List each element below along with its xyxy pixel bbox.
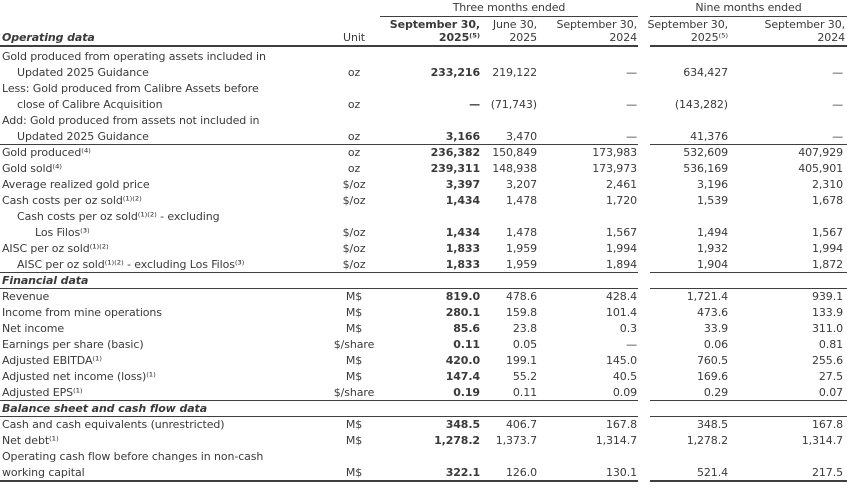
value-cell: 217.5 — [812, 465, 843, 479]
value-cell: 236,382 — [430, 145, 480, 159]
row-label: Cash and cash equivalents (unrestricted) — [2, 417, 225, 431]
value-cell: 0.29 — [703, 385, 728, 399]
value-cell: 405,901 — [798, 161, 843, 175]
table-rule-segment — [650, 480, 847, 482]
table-row — [0, 64, 847, 80]
table-row — [0, 160, 847, 176]
value-cell: 40.5 — [612, 369, 637, 383]
value-cell: 3,196 — [697, 177, 728, 191]
value-cell: 1,833 — [445, 241, 480, 255]
table-row — [0, 304, 847, 320]
group-header-nine-months: Nine months ended — [695, 1, 802, 14]
header-rule-right — [650, 45, 847, 47]
table-rule-segment — [650, 400, 847, 401]
row-unit: $/oz — [342, 177, 366, 191]
row-label: working capital — [2, 465, 85, 479]
value-cell: 1,994 — [812, 241, 843, 255]
value-cell: 1,278.2 — [434, 433, 480, 447]
value-cell: 1,720 — [606, 193, 637, 207]
row-unit: M$ — [345, 417, 363, 431]
value-cell: 3,207 — [506, 177, 537, 191]
col-header-3m-sep-2024-line1: September 30, — [556, 18, 637, 31]
table-row — [0, 48, 847, 64]
value-cell: 0.09 — [612, 385, 637, 399]
row-unit: $/oz — [342, 257, 366, 271]
row-label: AISC per oz sold⁽¹⁾⁽²⁾ - excluding Los Filos⁽³⁾ — [17, 257, 245, 271]
value-cell: 939.1 — [812, 289, 843, 303]
row-label: Updated 2025 Guidance — [17, 65, 149, 79]
value-cell: (71,743) — [490, 97, 537, 111]
row-label: Cash costs per oz sold⁽¹⁾⁽²⁾ — [2, 193, 142, 207]
value-cell: 819.0 — [445, 289, 480, 303]
value-cell: 173,983 — [592, 145, 637, 159]
value-cell: 521.4 — [697, 465, 728, 479]
value-cell: 0.06 — [703, 337, 728, 351]
value-cell: — — [832, 97, 843, 111]
table-row — [0, 192, 847, 208]
row-label: Gold produced from operating assets included in — [2, 49, 266, 63]
table-row — [0, 144, 847, 160]
col-header-9m-sep-2024-line1: September 30, — [764, 18, 845, 31]
value-cell: 280.1 — [445, 305, 480, 319]
value-cell: 1,478 — [506, 225, 537, 239]
row-label: Gold produced⁽⁴⁾ — [2, 145, 91, 159]
row-unit: oz — [347, 65, 361, 79]
row-label: Revenue — [2, 289, 50, 303]
table-row — [0, 432, 847, 448]
table-row — [0, 176, 847, 192]
row-unit: oz — [347, 161, 361, 175]
row-unit: M$ — [345, 433, 363, 447]
row-label: Net debt⁽¹⁾ — [2, 433, 59, 447]
value-cell: 1,314.7 — [595, 433, 637, 447]
table-row — [0, 96, 847, 112]
value-cell: 0.05 — [512, 337, 537, 351]
value-cell: 147.4 — [445, 369, 480, 383]
value-cell: 1,959 — [506, 257, 537, 271]
table-row — [0, 352, 847, 368]
value-cell: 1,959 — [506, 241, 537, 255]
section-row — [0, 400, 847, 416]
value-cell: 311.0 — [812, 321, 843, 335]
value-cell: 1,894 — [606, 257, 637, 271]
table-rule-segment — [650, 272, 847, 273]
value-cell: 27.5 — [818, 369, 843, 383]
value-cell: 1,539 — [697, 193, 728, 207]
col-header-3m-sep-2025-line2: 2025⁽⁵⁾ — [438, 31, 480, 44]
row-label: Cash costs per oz sold⁽¹⁾⁽²⁾ - excluding — [17, 209, 220, 223]
row-label: AISC per oz sold⁽¹⁾⁽²⁾ — [2, 241, 109, 255]
table-row — [0, 208, 847, 224]
value-cell: 1,932 — [697, 241, 728, 255]
col-header-3m-jun-2025-line2: 2025 — [509, 31, 537, 44]
value-cell: 1,478 — [506, 193, 537, 207]
section-header-label: Balance sheet and cash flow data — [2, 401, 208, 415]
row-unit: oz — [347, 97, 361, 111]
value-cell: 406.7 — [506, 417, 537, 431]
col-header-3m-sep-2024-line2: 2024 — [609, 31, 637, 44]
row-label: Adjusted net income (loss)⁽¹⁾ — [2, 369, 156, 383]
group-underline-left — [380, 16, 638, 17]
table-body — [0, 48, 847, 480]
row-label: Earnings per share (basic) — [2, 337, 144, 351]
table-row — [0, 416, 847, 432]
value-cell: 348.5 — [697, 417, 728, 431]
value-cell: 2,461 — [606, 177, 637, 191]
value-cell: 2,310 — [812, 177, 843, 191]
row-unit: $/oz — [342, 225, 366, 239]
value-cell: 348.5 — [445, 417, 480, 431]
value-cell: 0.11 — [453, 337, 480, 351]
table-row — [0, 464, 847, 480]
value-cell: 478.6 — [506, 289, 537, 303]
row-unit: M$ — [345, 289, 363, 303]
value-cell: 133.9 — [812, 305, 843, 319]
value-cell: 159.8 — [506, 305, 537, 319]
value-cell: 145.0 — [606, 353, 637, 367]
value-cell: 1,567 — [606, 225, 637, 239]
row-unit: M$ — [345, 465, 363, 479]
row-unit: $/oz — [342, 193, 366, 207]
row-unit: M$ — [345, 353, 363, 367]
value-cell: 3,397 — [445, 177, 480, 191]
table-row — [0, 368, 847, 384]
row-unit: oz — [347, 145, 361, 159]
value-cell: 1,278.2 — [686, 433, 728, 447]
value-cell: 428.4 — [606, 289, 637, 303]
table-row — [0, 80, 847, 96]
row-label: Adjusted EBITDA⁽¹⁾ — [2, 353, 102, 367]
table-row — [0, 384, 847, 400]
row-unit: $/oz — [342, 241, 366, 255]
row-unit: M$ — [345, 305, 363, 319]
value-cell: 169.6 — [697, 369, 728, 383]
row-unit: $/share — [333, 337, 375, 351]
row-label: Adjusted EPS⁽¹⁾ — [2, 385, 83, 399]
value-cell: 536,169 — [683, 161, 728, 175]
value-cell: 3,470 — [506, 129, 537, 143]
col-header-3m-sep-2025-line1: September 30, — [389, 18, 480, 31]
value-cell: — — [626, 97, 637, 111]
table-row — [0, 320, 847, 336]
value-cell: 173,973 — [592, 161, 637, 175]
value-cell: — — [832, 129, 843, 143]
col-header-3m-jun-2025-line1: June 30, — [492, 18, 537, 31]
value-cell: 85.6 — [453, 321, 480, 335]
value-cell: 1,567 — [812, 225, 843, 239]
row-label: Updated 2025 Guidance — [17, 129, 149, 143]
value-cell: 0.3 — [619, 321, 637, 335]
value-cell: 23.8 — [512, 321, 537, 335]
section-header-label: Financial data — [2, 273, 89, 287]
value-cell: 150,849 — [492, 145, 537, 159]
col-header-9m-sep-2025-line1: September 30, — [647, 18, 728, 31]
value-cell: — — [626, 129, 637, 143]
table-header — [0, 0, 847, 48]
row-label: Gold sold⁽⁴⁾ — [2, 161, 62, 175]
table-row — [0, 240, 847, 256]
table-row — [0, 128, 847, 144]
value-cell: 239,311 — [430, 161, 480, 175]
row-unit: M$ — [345, 369, 363, 383]
value-cell: 420.0 — [445, 353, 480, 367]
group-underline-right — [650, 16, 847, 17]
row-label: Average realized gold price — [2, 177, 150, 191]
section-header-operating-data: Operating data — [2, 31, 95, 44]
table-row — [0, 224, 847, 240]
row-unit: oz — [347, 129, 361, 143]
row-label: Net income — [2, 321, 65, 335]
value-cell: 219,122 — [492, 65, 537, 79]
value-cell: 634,427 — [683, 65, 728, 79]
value-cell: 1,373.7 — [495, 433, 537, 447]
value-cell: 126.0 — [506, 465, 537, 479]
value-cell: 473.6 — [697, 305, 728, 319]
value-cell: 233,216 — [430, 65, 480, 79]
value-cell: 532,609 — [683, 145, 728, 159]
row-label: Income from mine operations — [2, 305, 162, 319]
row-label: Add: Gold produced from assets not included in — [2, 113, 260, 127]
row-label: Los Filos⁽³⁾ — [35, 225, 90, 239]
row-label: Less: Gold produced from Calibre Assets before — [2, 81, 259, 95]
table-rule-segment — [0, 480, 638, 482]
value-cell: 0.11 — [512, 385, 537, 399]
value-cell: 760.5 — [697, 353, 728, 367]
value-cell: (143,282) — [674, 97, 728, 111]
value-cell: 3,166 — [445, 129, 480, 143]
value-cell: 167.8 — [606, 417, 637, 431]
row-label: Operating cash flow before changes in non-cash — [2, 449, 264, 463]
value-cell: 1,872 — [812, 257, 843, 271]
value-cell: 1,721.4 — [686, 289, 728, 303]
value-cell: 148,938 — [492, 161, 537, 175]
value-cell: 1,678 — [812, 193, 843, 207]
value-cell: 167.8 — [812, 417, 843, 431]
value-cell: 33.9 — [703, 321, 728, 335]
col-header-9m-sep-2024-line2: 2024 — [817, 31, 845, 44]
value-cell: — — [469, 97, 480, 111]
value-cell: 130.1 — [606, 465, 637, 479]
value-cell: 407,929 — [798, 145, 843, 159]
value-cell: 0.81 — [818, 337, 843, 351]
value-cell: 1,494 — [697, 225, 728, 239]
value-cell: — — [626, 337, 637, 351]
value-cell: 55.2 — [512, 369, 537, 383]
row-label: close of Calibre Acquisition — [17, 97, 163, 111]
value-cell: 1,314.7 — [801, 433, 843, 447]
table-row — [0, 288, 847, 304]
value-cell: 255.6 — [812, 353, 843, 367]
group-header-three-months: Three months ended — [452, 1, 566, 14]
value-cell: 1,434 — [445, 193, 480, 207]
table-row — [0, 256, 847, 272]
value-cell: 1,434 — [445, 225, 480, 239]
value-cell: 101.4 — [606, 305, 637, 319]
value-cell: 322.1 — [445, 465, 480, 479]
header-rule-left — [0, 45, 638, 47]
value-cell: — — [626, 65, 637, 79]
value-cell: 1,994 — [606, 241, 637, 255]
value-cell: 1,904 — [697, 257, 728, 271]
section-row — [0, 272, 847, 288]
table-row — [0, 448, 847, 464]
col-header-9m-sep-2025-line2: 2025⁽⁵⁾ — [690, 31, 728, 44]
value-cell: 0.19 — [453, 385, 480, 399]
table-row — [0, 112, 847, 128]
table-row — [0, 336, 847, 352]
row-unit: $/share — [333, 385, 375, 399]
value-cell: 41,376 — [690, 129, 728, 143]
value-cell: 1,833 — [445, 257, 480, 271]
value-cell: 0.07 — [818, 385, 843, 399]
unit-column-header: Unit — [343, 31, 365, 44]
value-cell: — — [832, 65, 843, 79]
row-unit: M$ — [345, 321, 363, 335]
value-cell: 199.1 — [506, 353, 537, 367]
